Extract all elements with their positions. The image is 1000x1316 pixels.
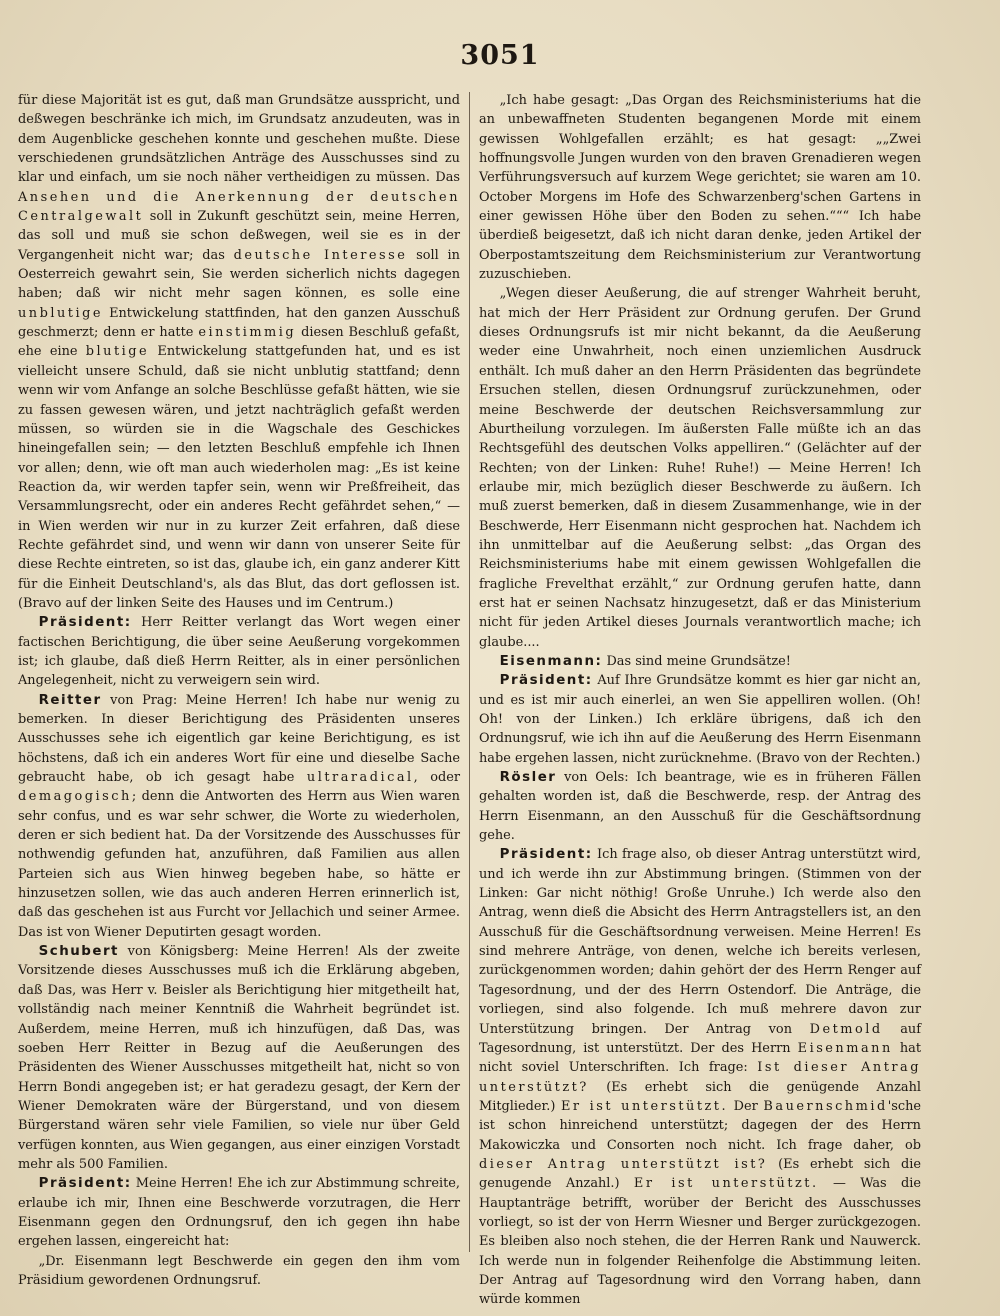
emphasized-text: Ansehen und die Anerkennung der deutschen Centralgewalt <box>18 189 460 225</box>
paragraph <box>18 613 460 690</box>
emphasized-text: Er ist unterstützt. <box>560 1098 729 1114</box>
paragraph <box>479 284 921 652</box>
emphasized-text: deutsche Interesse <box>233 247 408 263</box>
speaker-name: Eisenmann: <box>499 653 603 669</box>
paragraph <box>18 1174 460 1251</box>
paragraph-text: Herr Reitter verlangt das Wort wegen einer factischen Berichtigung, die über seine Aeußerung vorgekommen ist; ich glaube, daß dieß Herrn Reitter, als in einer persönlichen Angelegenheit, nicht zu verweigern sein wird. <box>18 615 460 689</box>
speaker-name: Schubert <box>38 944 119 960</box>
paragraph-text: Das sind meine Grundsätze! <box>602 653 791 669</box>
paragraph-text: (Es erhebt sich die genügende Anzahl Mitglieder.) <box>479 1079 921 1114</box>
paragraph-text: , oder <box>413 770 460 786</box>
emphasized-text: Detmold <box>809 1021 883 1037</box>
paragraph-text: Der <box>728 1098 764 1114</box>
paragraph-text: „Wegen dieser Aeußerung, die auf strenger Wahrheit beruht, hat mich der Herr Präsident zur Ordnung gerufen. Der Grund dieses Ordnungsrufs ist mir nicht bekannt, da die Aeußerung weder eine Unwahrheit, noch einen unziemlichen Ausdruck enthält. Ich muß daher an den Herrn Präsidenten das begründete Ersuchen stellen, diesen Ordnungsruf zurückzunehmen, oder meine Beschwerde der deutschen Reichsversammlung zur Aburtheilung vorzulegen. Im äußersten Falle müßte ich an das Rechtsgefühl des deutschen Volks appelliren.“ (Gelächter auf der Rechten; von der Linken: Ruhe! Ruhe!) — Meine Herren! Ich erlaube mir, mich bezüglich dieser Beschwerde zu äußern. Ich muß zuerst bemerken, daß in diesem Zusammenhange, wie in der Beschwerde, Herr Eisenmann nicht gesprochen hat. Nachdem ich ihn unmittelbar auf die Aeußerung selbst: „das Organ des Reichsministeriums habe mit einem gewissen Wohlgefallen die fragliche Frevelthat erzählt,“ zur Ordnung gerufen hatte, dann erst hat er seinen Nachsatz hinzugesetzt, daß er das Ministerium nicht für jeden Artikel dieses Journals verantwortlich mache; ich glaube.... <box>479 286 921 650</box>
paragraph <box>479 652 921 671</box>
speaker-name: Präsident: <box>38 1176 132 1192</box>
paragraph-text: für diese Majorität ist es gut, daß man Grundsätze ausspricht, und deßwegen beschränke ich mich, im Grundsatz anzudeuten, was in dem Augenblicke geschehen konnte und geschehen mußte. Diese verschiedenen grundsätzlichen Anträge des Ausschusses sind zu klar und einfach, um sie noch näher vertheidigen zu müssen. Das <box>18 93 460 186</box>
paragraph-text: soll in Oesterreich gewahrt sein, Sie werden sicherlich nichts dagegen haben; daß wir nicht mehr sagen können, es solle eine <box>18 247 460 302</box>
column-divider <box>469 92 470 1252</box>
paragraph-text: Meine Herren! Ehe ich zur Abstimmung schreite, erlaube ich mir, Ihnen eine Beschwerde vorzutragen, die Herr Eisenmann gegen den Ordnungsruf, den ich gegen ihn habe ergehen lassen, eingereicht hat: <box>18 1176 460 1250</box>
paragraph-text: Entwickelung stattgefunden hat, und es ist vielleicht unsere Schuld, daß sie nicht unblutig stattfand; denn wenn wir vom Anfange an solche Beschlüsse gefaßt hätten, wie sie zu fassen gewesen wären, und jetzt nachträglich gefaßt werden müssen, so würden sie in die Wagschale des Geschickes hineingefallen sein; — den letzten Beschluß empfehle ich Ihnen vor allen; denn, wie oft man auch wiederholen mag: „Es ist keine Reaction da, wir werden tapfer sein, wenn wir Preßfreiheit, das Versammlungsrecht, oder ein anderes Recht gefährdet sehen,“ — in Wien werden wir nur in zu kurzer Zeit erfahren, daß diese Rechte gefährdet sind, und wenn wir dann von unserer Seite für diese Rechte eintreten, so ist das, glaube ich, ein ganz anderer Kitt für die Einheit Deutschland's, als das Blut, das dort geflossen ist. (Bravo auf der linken Seite des Hauses und im Centrum.) <box>18 344 460 611</box>
paragraph <box>18 1252 460 1291</box>
paragraph-text: von Prag: Meine Herren! Ich habe nur wenig zu bemerken. In dieser Berichtigung des Präsidenten unseres Ausschusses sehe ich eigentlich gar keine Berichtigung, es ist höchstens, daß ich ein anderes Wort für eine und dieselbe Sache gebraucht habe, ob ich gesagt habe <box>18 692 460 786</box>
left-text-column <box>18 91 460 1291</box>
emphasized-text: blutige <box>85 344 150 360</box>
paragraph-text: (Es erhebt sich die genugende Anzahl.) <box>479 1156 921 1192</box>
paragraph-text: „Dr. Eisenmann legt Beschwerde ein gegen den ihm vom Präsidium gewordenen Ordnungsruf. <box>18 1253 460 1288</box>
emphasized-text: dieser Antrag unterstützt ist? <box>479 1156 768 1172</box>
paragraph-text: hat nicht soviel Unterschriften. Ich frage: <box>479 1040 921 1076</box>
speaker-name: Präsident: <box>499 673 593 689</box>
paragraph <box>18 691 460 942</box>
emphasized-text: Bauernschmid <box>763 1098 888 1114</box>
paragraph-text: „Ich habe gesagt: „Das Organ des Reichsministeriums hat die an unbewaffneten Studenten begangenen Morde mit einem gewissen Wohlgefallen erzählt; es hat gesagt: „„Zwei hoffnungsvolle Jungen wurden von den braven Grenadieren wegen Verführungsversuch auf kurzem Wege gerichtet; sie waren am 10. October Morgens im Hofe des Schwarzenberg'schen Gartens in einer gewissen Höhe über den Boden zu sehen.“““ Ich habe überdieß beigesetzt, daß ich nicht daran denke, jeden Artikel der Oberpostamtszeitung dem Reichsministerium zur Verantwortung zuzuschieben. <box>479 93 921 283</box>
paragraph-text: ; denn die Antworten des Herrn aus Wien waren sehr confus, und es war sehr schwer, die Worte zu wiederholen, deren er sich bedient hat. Da der Vorsitzende des Ausschusses für nothwendig gefunden hat, anzuführen, daß Familien aus allen Parteien sich aus Wien hinweg begeben habe, so hätte er hinzusetzen sollen, wie das auch anderen Herren erinnerlich ist, daß das geschehen ist aus Furcht vor Jellachich und seiner Armee. Das ist von Wiener Deputirten gesagt worden. <box>18 789 460 940</box>
emphasized-text: Er ist unterstützt. <box>633 1176 819 1192</box>
emphasized-text: demagogisch <box>18 789 132 805</box>
paragraph-text: soll in Zukunft geschützt sein, meine Herren, das soll und muß sie schon deßwegen, weil sie es in der Vergangenheit nicht war; das <box>18 209 460 263</box>
paragraph-text: Entwickelung stattfinden, hat den ganzen Ausschuß geschmerzt; denn er hatte <box>18 305 460 341</box>
right-text-column <box>479 91 922 1308</box>
emphasized-text: einstimmig <box>198 325 297 341</box>
paragraph <box>479 768 921 845</box>
emphasized-text: Ist dieser Antrag unterstützt? <box>479 1060 921 1095</box>
speaker-name: Reitter <box>38 692 102 708</box>
paragraph-text: 'sche ist schon hinreichend unterstützt; dagegen der des Herrn Makowiczka und Consorten noch nicht. Ich frage daher, ob <box>479 1098 922 1153</box>
speaker-name: Rösler <box>499 770 557 786</box>
page-number: 3051 <box>460 40 540 71</box>
emphasized-text: Eisenmann <box>797 1040 893 1056</box>
paragraph-text: auf Tagesordnung, ist unterstützt. Der des Herrn <box>479 1021 921 1056</box>
paragraph <box>479 845 921 1309</box>
paragraph-text: von Königsberg: Meine Herren! Als der zweite Vorsitzende dieses Ausschusses muß ich die Erklärung abgeben, daß Das, was Herr v. Beisler als Berichtigung hier mitgetheilt hat, vollständig nach meiner Kenntniß die Wahrheit begründet ist. Außerdem, meine Herren, muß ich hinzufügen, daß Das, was soeben Herr Reitter in Bezug auf die Aeußerungen des Präsidenten des Wiener Ausschusses mitgetheilt hat, nicht so von Herrn Bondi angegeben ist; er hat geradezu gesagt, der Kern der Wiener Demokraten wäre der Bürgerstand, und von diesem Bürgerstand wären sehr viele Familien, so viele nur über Geld verfügen konnten, aus Wien gegangen, aus einer einzigen Vorstadt mehr als 500 Familien. <box>18 944 460 1172</box>
paragraph-text: diesen Beschluß gefaßt, ehe eine <box>18 325 460 360</box>
paragraph <box>479 671 921 768</box>
paragraph-text: — Was die Hauptanträge betrifft, worüber der Bericht des Ausschusses vorliegt, so ist der von Herrn Wiesner und Berger zurückgezogen. Es bleiben also noch stehen, die der Herren Rank und Nauwerck. Ich werde nun in folgender Reihenfolge die Abstimmung leiten. Der Antrag auf Tagesordnung wird den Vorrang haben, dann würde kommen <box>479 1176 921 1308</box>
paragraph-text: Ich frage also, ob dieser Antrag unterstützt wird, und ich werde ihn zur Abstimmung bringen. (Stimmen von der Linken: Gar nicht nöthig! Große Unruhe.) Ich werde also den Antrag, wenn dieß die Absicht des Herrn Antragstellers ist, an den Ausschuß für die Geschäftsordnung verweisen. Meine Herren! Es sind mehrere Anträge, von denen, welche ich bereits verlesen, zurückgenommen worden; dahin gehört der des Herrn Renger auf Tagesordnung, und der des Herrn Ostendorf. Die Anträge, die vorliegen, sind also folgende. Ich muß mehrere davon zur Unterstützung bringen. Der Antrag von <box>479 847 921 1037</box>
speaker-name: Präsident: <box>38 615 132 631</box>
paragraph <box>18 91 460 613</box>
paragraph <box>18 942 460 1174</box>
paragraph-text: von Oels: Ich beantrage, wie es in früheren Fällen gehalten worden ist, daß die Beschwerde, resp. der Antrag des Herrn Eisenmann, an den Ausschuß für die Geschäftsordnung gehe. <box>479 770 921 844</box>
emphasized-text: ultraradical <box>306 770 414 786</box>
speaker-name: Präsident: <box>499 847 593 863</box>
emphasized-text: unblutige <box>18 305 103 321</box>
paragraph-text: Auf Ihre Grundsätze kommt es hier gar nicht an, und es ist mir auch einerlei, an wen Sie appelliren wollen. (Oh! Oh! von der Linken.) Ich erkläre übrigens, daß ich den Ordnungsruf, wie ich ihn auf die Aeußerung des Herrn Eisenmann habe ergehen lassen, nicht zurücknehme. (Bravo von der Rechten.) <box>479 673 921 766</box>
paragraph <box>479 91 921 284</box>
